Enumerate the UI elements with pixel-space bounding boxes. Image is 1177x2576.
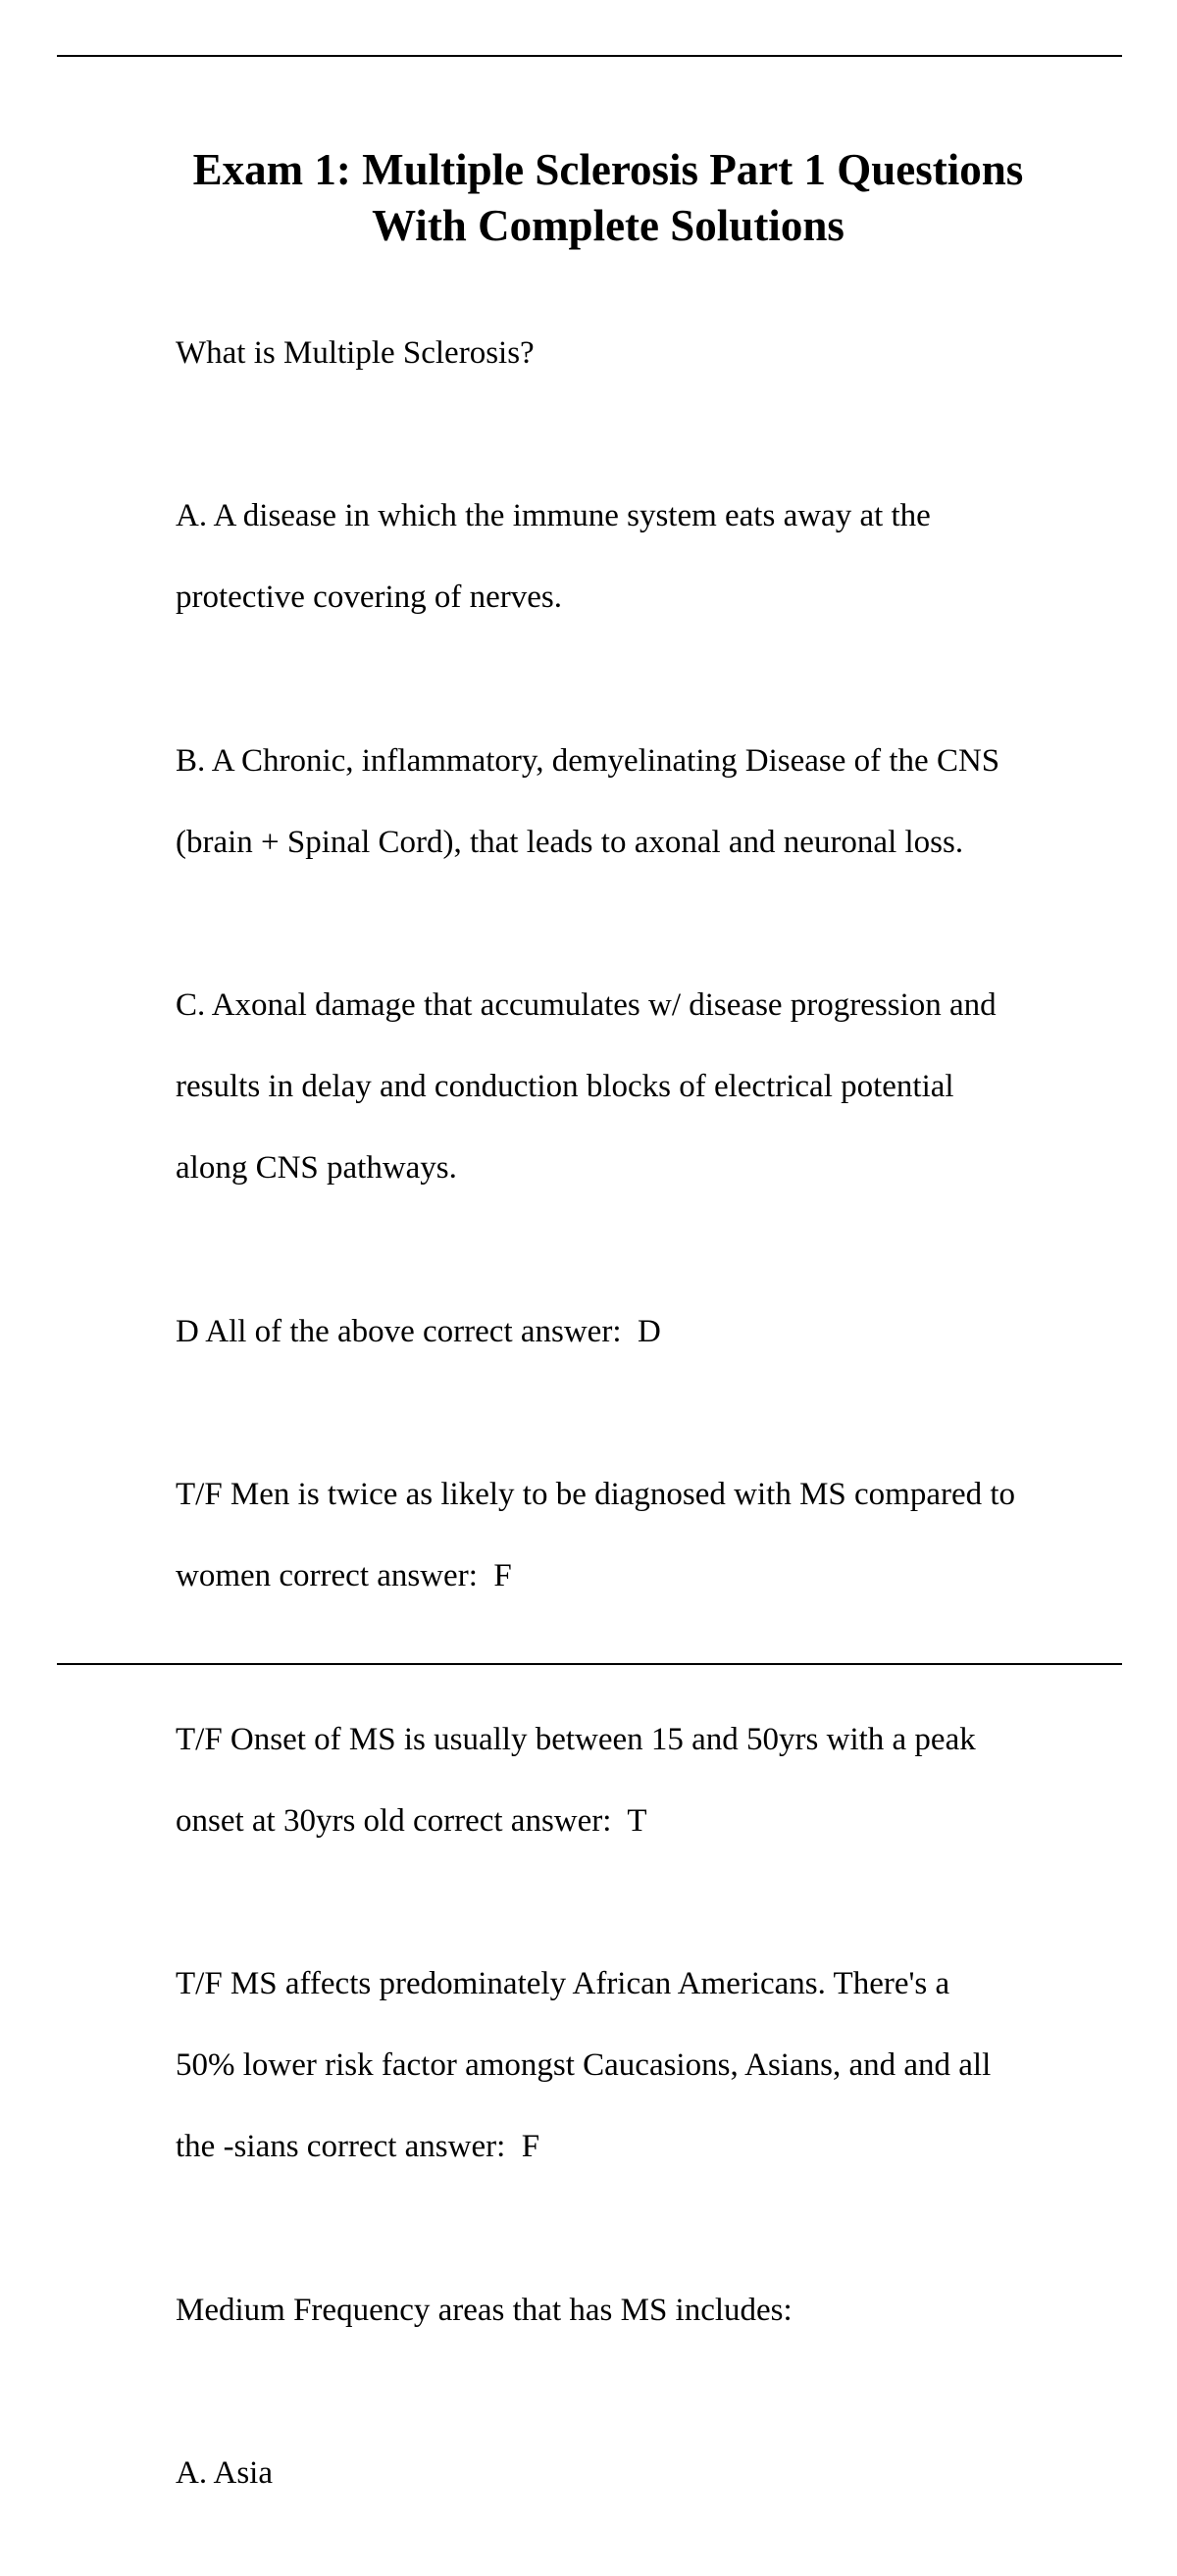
text-line: B. A Chronic, inflammatory, demyelinating Disease of the CNS (176, 742, 1000, 779)
document-title (98, 142, 1118, 254)
title-line: With Complete Solutions (372, 201, 844, 250)
text-line: What is Multiple Sclerosis? (176, 334, 535, 371)
answer-option-c (143, 945, 1124, 1231)
true-false-question (143, 1924, 1124, 2209)
text-line: T/F Men is twice as likely to be diagnosed with MS compared to (176, 1477, 1016, 1512)
true-false-question (143, 1435, 1124, 1639)
text-line: protective covering of nerves. (176, 580, 563, 615)
answer-option-a (143, 2413, 1124, 2536)
answer-option-a (143, 456, 1124, 660)
top-rule (57, 55, 1122, 57)
text-line: the -sians correct answer: F (176, 2129, 540, 2164)
question-prompt (143, 2249, 1124, 2372)
text-line: onset at 30yrs old correct answer: T (176, 1802, 647, 1839)
text-line: T/F MS affects predominately African Americans. There's a (176, 1966, 950, 2001)
answer-option-d (143, 1271, 1124, 1393)
text-line: A. A disease in which the immune system eats away at the (176, 498, 931, 533)
true-false-question (143, 1679, 1124, 1883)
bottom-rule (57, 1663, 1122, 1665)
text-line: (brain + Spinal Cord), that leads to axonal and neuronal loss. (176, 824, 964, 860)
text-line: T/F Onset of MS is usually between 15 and 50yrs with a peak (176, 1721, 976, 1757)
question-prompt (143, 292, 1124, 415)
answer-option-b (143, 700, 1124, 904)
text-line: Medium Frequency areas that has MS includes: (176, 2292, 793, 2328)
text-line: along CNS pathways. (176, 1150, 457, 1186)
text-line: C. Axonal damage that accumulates w/ disease progression and (176, 987, 997, 1023)
title-line: Exam 1: Multiple Sclerosis Part 1 Questions (192, 145, 1024, 194)
text-line: D All of the above correct answer: D (176, 1313, 661, 1349)
text-line: A. Asia (176, 2455, 273, 2491)
text-line: 50% lower risk factor amongst Caucasions, Asians, and and all (176, 2047, 992, 2083)
text-line: results in delay and conduction blocks of electrical potential (176, 1069, 954, 1104)
document-body (143, 292, 1124, 2576)
text-line: women correct answer: F (176, 1558, 512, 1593)
